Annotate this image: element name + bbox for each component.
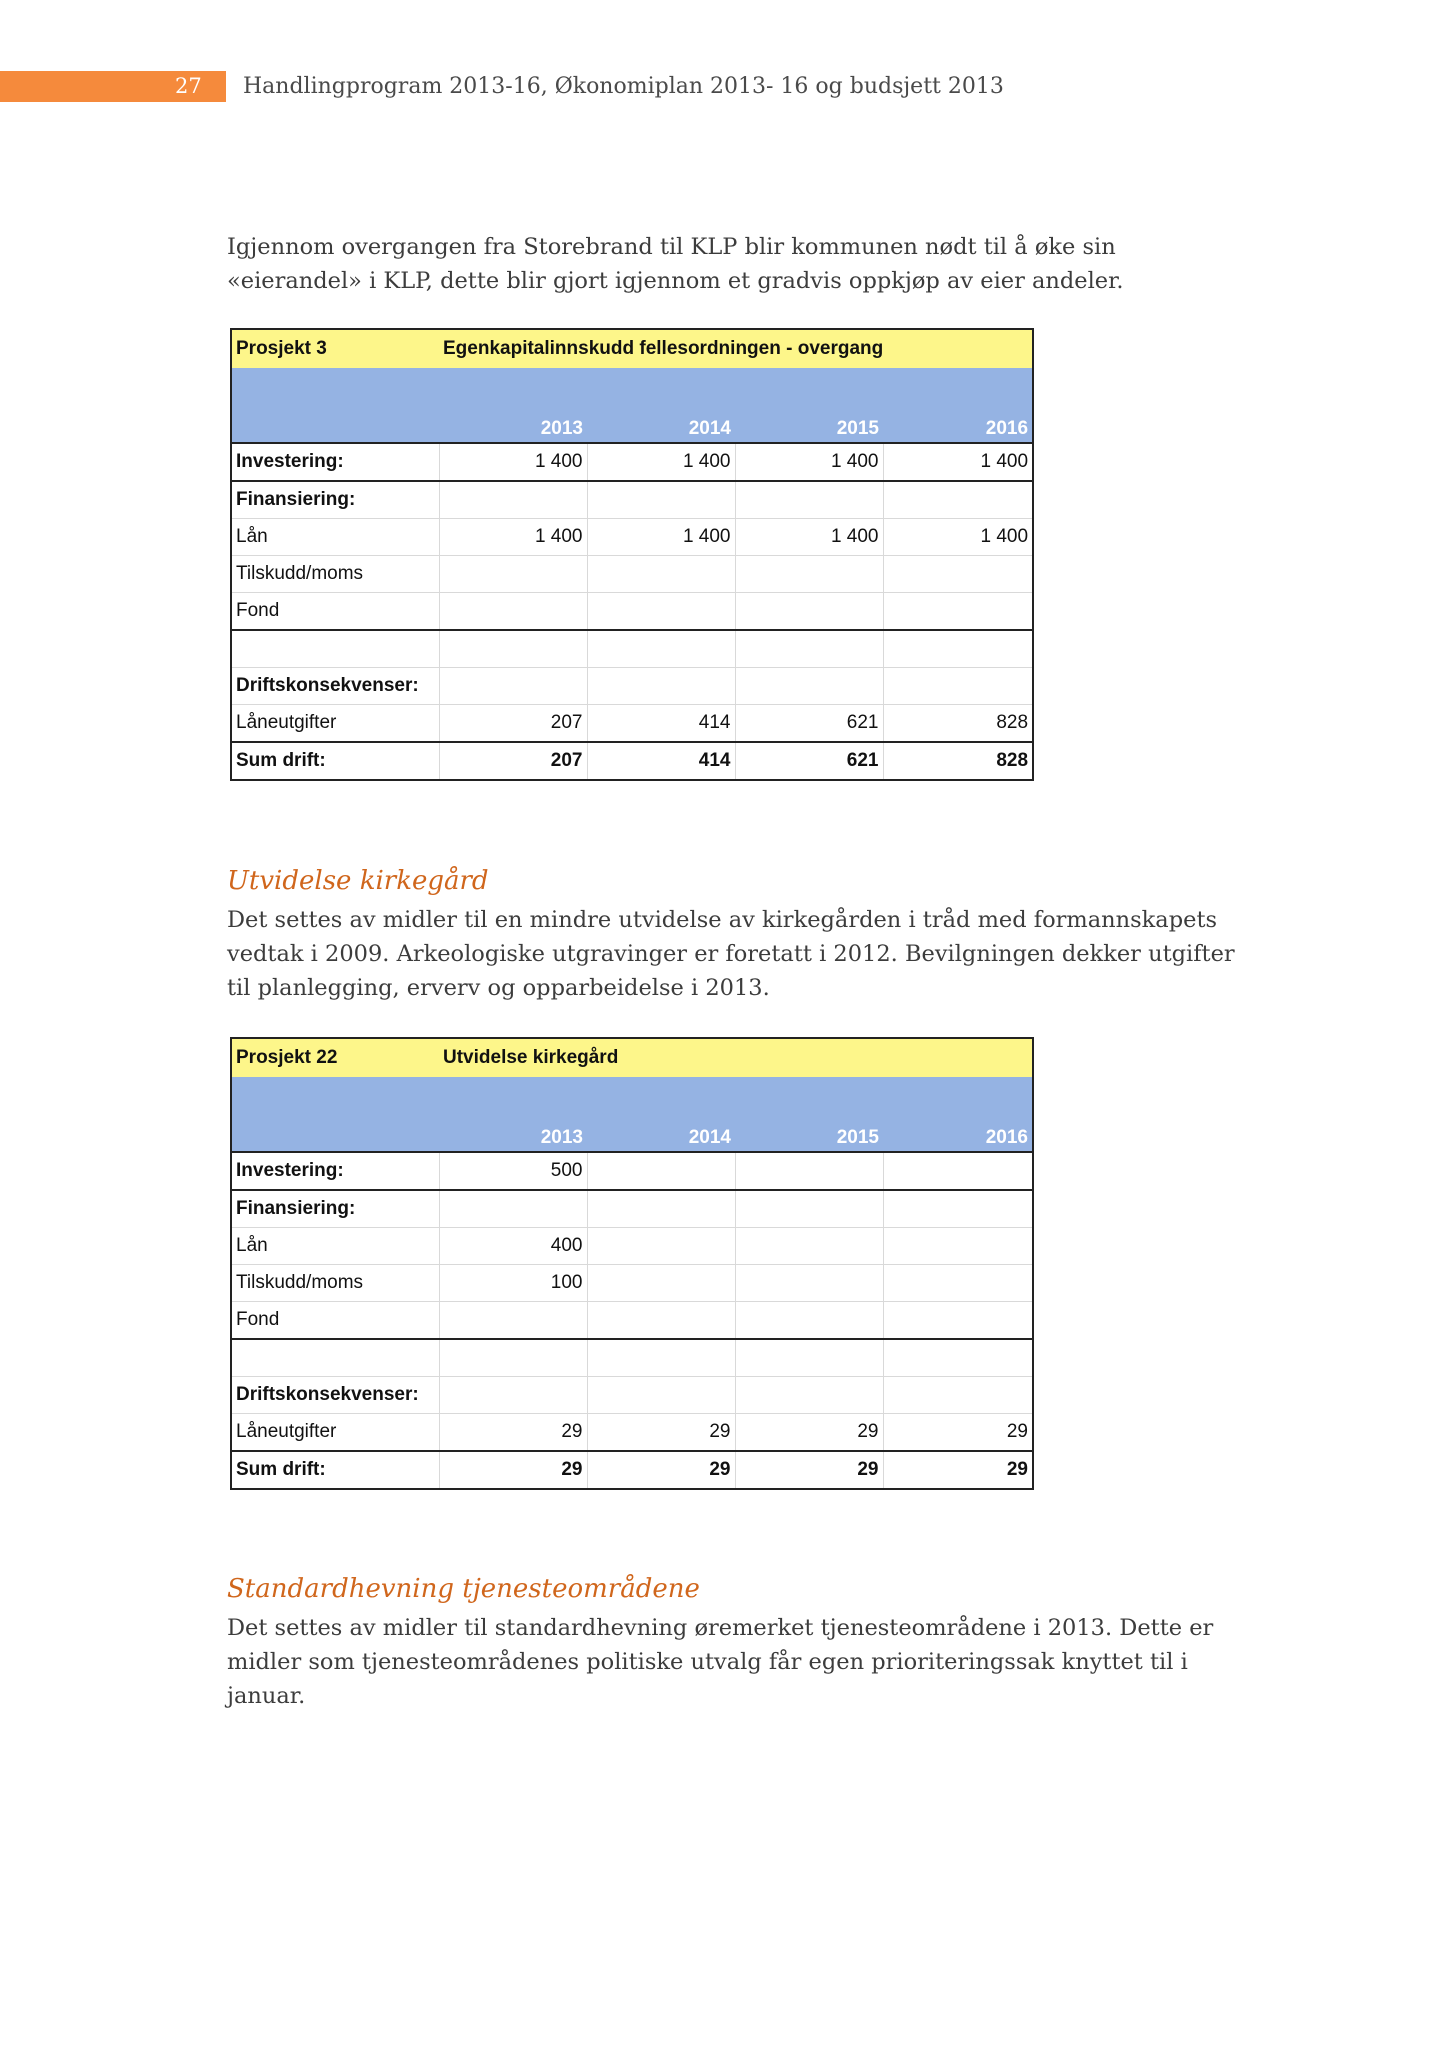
project-number: Prosjekt 22 [231, 1038, 439, 1077]
table-row [231, 1377, 1033, 1414]
row-label: Finansiering: [231, 1190, 439, 1228]
paragraph-line: Det settes av midler til standardhevning øremerket tjenesteområdene i 2013. Dette er [227, 1615, 1214, 1641]
section-paragraph [227, 1611, 1257, 1713]
table-row [231, 593, 1033, 631]
table-row [231, 1265, 1033, 1302]
paragraph-line: vedtak i 2009. Arkeologiske utgravinger er foretatt i 2012. Bevilgningen dekker utgifter [227, 941, 1235, 967]
project-name: Egenkapitalinnskudd fellesordningen - overgang [439, 329, 1033, 368]
cell-value: 207 [439, 742, 587, 780]
table-row-empty [231, 630, 1033, 668]
cell-value: 1 400 [439, 519, 587, 556]
page-number: 27 [175, 74, 202, 98]
intro-line: «eierandel» i KLP, dette blir gjort igjennom et gradvis oppkjøp av eier andeler. [227, 268, 1124, 294]
paragraph-line: januar. [227, 1683, 306, 1709]
paragraph-line: Det settes av midler til en mindre utvidelse av kirkegården i tråd med formannskapets [227, 907, 1218, 933]
cell-value: 29 [439, 1451, 587, 1489]
table-title-row [231, 1038, 1033, 1077]
cell-value: 621 [735, 742, 883, 780]
table-title-row [231, 329, 1033, 368]
row-label: Tilskudd/moms [231, 556, 439, 593]
running-title: Handlingprogram 2013-16, Økonomiplan 2013- 16 og budsjett 2013 [243, 74, 1004, 99]
table-row-sum [231, 742, 1033, 780]
cell-value: 1 400 [735, 519, 883, 556]
table-row [231, 481, 1033, 519]
section-paragraph [227, 903, 1257, 1005]
row-label: Fond [231, 1302, 439, 1340]
year-header-row [231, 1077, 1033, 1152]
table-row [231, 443, 1033, 481]
cell-value: 414 [587, 742, 735, 780]
row-label: Investering: [231, 443, 439, 481]
year-header: 2013 [439, 1077, 587, 1152]
table-row [231, 1302, 1033, 1340]
row-label: Fond [231, 593, 439, 631]
cell-value: 29 [735, 1414, 883, 1452]
cell-value: 29 [587, 1451, 735, 1489]
row-label: Finansiering: [231, 481, 439, 519]
row-label: Investering: [231, 1152, 439, 1190]
row-label: Driftskonsekvenser: [231, 1377, 439, 1414]
cell-value: 1 400 [883, 443, 1033, 481]
cell-value: 100 [439, 1265, 587, 1302]
cell-value: 29 [735, 1451, 883, 1489]
paragraph-line: midler som tjenesteområdenes politiske utvalg får egen prioriteringssak knyttet til i [227, 1649, 1188, 1675]
cell-value: 1 400 [439, 443, 587, 481]
table-row [231, 1414, 1033, 1452]
project-number: Prosjekt 3 [231, 329, 439, 368]
row-label: Sum drift: [231, 1451, 439, 1489]
row-label: Sum drift: [231, 742, 439, 780]
table-row [231, 668, 1033, 705]
budget-table-prosjekt-22 [230, 1037, 1032, 1490]
cell-value: 1 400 [587, 443, 735, 481]
cell-value: 828 [883, 705, 1033, 743]
section-heading: Standardhevning tjenesteområdene [227, 1574, 700, 1604]
cell-value: 1 400 [883, 519, 1033, 556]
section-heading: Utvidelse kirkegård [227, 866, 489, 896]
row-label: Lån [231, 519, 439, 556]
row-label: Låneutgifter [231, 705, 439, 743]
cell-value: 29 [439, 1414, 587, 1452]
cell-value: 500 [439, 1152, 587, 1190]
year-header: 2016 [883, 1077, 1033, 1152]
row-label: Driftskonsekvenser: [231, 668, 439, 705]
table-row-empty [231, 1339, 1033, 1377]
year-header: 2014 [587, 1077, 735, 1152]
budget-table-prosjekt-3 [230, 328, 1032, 781]
cell-value: 621 [735, 705, 883, 743]
year-header: 2015 [735, 368, 883, 443]
cell-value: 29 [883, 1414, 1033, 1452]
year-header: 2014 [587, 368, 735, 443]
project-name: Utvidelse kirkegård [439, 1038, 1033, 1077]
year-header-row [231, 368, 1033, 443]
cell-value: 400 [439, 1228, 587, 1265]
table-row [231, 1190, 1033, 1228]
row-label: Låneutgifter [231, 1414, 439, 1452]
row-label: Lån [231, 1228, 439, 1265]
cell-value: 1 400 [587, 519, 735, 556]
cell-value: 828 [883, 742, 1033, 780]
table-row [231, 519, 1033, 556]
table-row [231, 556, 1033, 593]
cell-value: 414 [587, 705, 735, 743]
cell-value: 29 [883, 1451, 1033, 1489]
table-row [231, 705, 1033, 743]
cell-value: 207 [439, 705, 587, 743]
table-row-sum [231, 1451, 1033, 1489]
year-header: 2015 [735, 1077, 883, 1152]
paragraph-line: til planlegging, erverv og opparbeidelse i 2013. [227, 975, 770, 1001]
year-header: 2016 [883, 368, 1033, 443]
intro-paragraph [227, 230, 1257, 298]
year-header: 2013 [439, 368, 587, 443]
intro-line: Igjennom overgangen fra Storebrand til KLP blir kommunen nødt til å øke sin [227, 234, 1116, 260]
cell-value: 29 [587, 1414, 735, 1452]
table-row [231, 1152, 1033, 1190]
row-label: Tilskudd/moms [231, 1265, 439, 1302]
table-row [231, 1228, 1033, 1265]
cell-value: 1 400 [735, 443, 883, 481]
